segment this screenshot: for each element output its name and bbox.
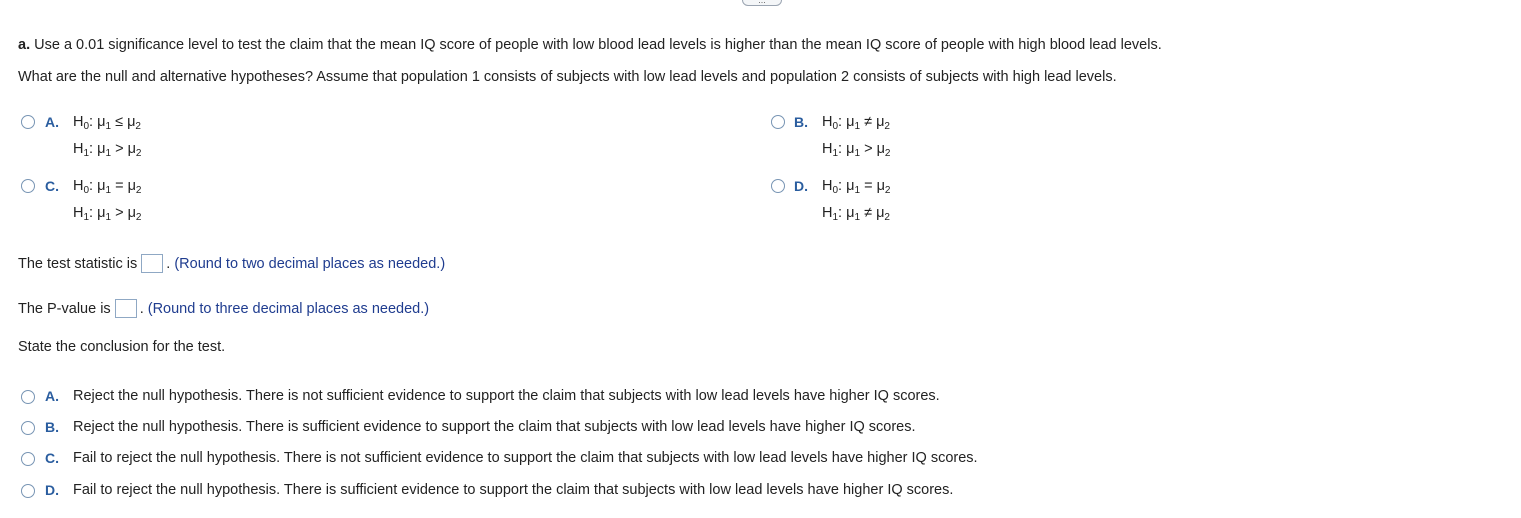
option-letter-c: C. <box>45 178 59 194</box>
p-value-label: The P-value is <box>18 301 111 317</box>
alt-hypothesis-d: $H_1$: $\mu_1 \ne \mu_2$ <box>822 205 890 223</box>
hypotheses-prompt: What are the null and alternative hypotheses? Assume that population 1 consists of subjects with low lead levels and population 2 consists of subjects with high lead levels. <box>18 69 1117 85</box>
test-statistic-label: The test statistic is <box>18 256 138 272</box>
radio-hypothesis-a[interactable] <box>21 115 35 129</box>
p-value-input[interactable] <box>115 299 137 318</box>
question-body: Use a 0.01 significance level to test the claim that the mean IQ score of people with low blood lead levels is higher than the mean IQ score of people with high blood lead levels. <box>34 37 1162 53</box>
conclusion-text-b: Reject the null hypothesis. There is sufficient evidence to support the claim that subjects with low lead levels have higher IQ scores. <box>73 419 916 435</box>
null-hypothesis-b: $H_0$: $\mu_1 \ne \mu_2$ <box>822 114 890 132</box>
alt-hypothesis-a: $H_1$: $\mu_1 > \mu_2$ <box>73 141 142 159</box>
more-tab-label: ... <box>758 0 766 5</box>
conclusion-text-d: Fail to reject the null hypothesis. There is sufficient evidence to support the claim that subjects with low lead levels have higher IQ scores. <box>73 482 954 498</box>
radio-hypothesis-c[interactable] <box>21 179 35 193</box>
radio-conclusion-c[interactable] <box>21 452 35 466</box>
null-hypothesis-c: $H_0$: $\mu_1 = \mu_2$ <box>73 178 142 196</box>
part-label: a. <box>18 37 31 53</box>
test-statistic-row: The test statistic is . (Round to two decimal places as needed.) <box>18 256 446 272</box>
conclusion-prompt: State the conclusion for the test. <box>18 339 226 355</box>
conclusion-letter-c: C. <box>45 450 59 466</box>
radio-conclusion-d[interactable] <box>21 484 35 498</box>
null-hypothesis-d: $H_0$: $\mu_1 = \mu_2$ <box>822 178 891 196</box>
alt-hypothesis-b: $H_1$: $\mu_1 > \mu_2$ <box>822 141 891 159</box>
null-hypothesis-a: $H_0$: $\mu_1 \le \mu_2$ <box>73 114 141 132</box>
conclusion-letter-d: D. <box>45 482 59 498</box>
radio-conclusion-b[interactable] <box>21 421 35 435</box>
radio-conclusion-a[interactable] <box>21 390 35 404</box>
radio-hypothesis-d[interactable] <box>771 179 785 193</box>
p-value-row: The P-value is . (Round to three decimal places as needed.) <box>18 301 430 317</box>
p-value-note: (Round to three decimal places as needed.) <box>147 301 430 317</box>
conclusion-letter-a: A. <box>45 388 59 404</box>
test-statistic-input[interactable] <box>141 254 163 273</box>
option-letter-d: D. <box>794 178 808 194</box>
more-tab[interactable] <box>742 0 782 6</box>
alt-hypothesis-c: $H_1$: $\mu_1 > \mu_2$ <box>73 205 142 223</box>
option-letter-b: B. <box>794 114 808 130</box>
conclusion-text-a: Reject the null hypothesis. There is not sufficient evidence to support the claim that subjects with low lead levels have higher IQ scores. <box>73 388 940 404</box>
radio-hypothesis-b[interactable] <box>771 115 785 129</box>
test-statistic-note: (Round to two decimal places as needed.) <box>174 256 446 272</box>
conclusion-text-c: Fail to reject the null hypothesis. There is not sufficient evidence to support the claim that subjects with low lead levels have higher IQ scores. <box>73 450 978 466</box>
conclusion-letter-b: B. <box>45 419 59 435</box>
question-text <box>18 37 1162 53</box>
option-letter-a: A. <box>45 114 59 130</box>
